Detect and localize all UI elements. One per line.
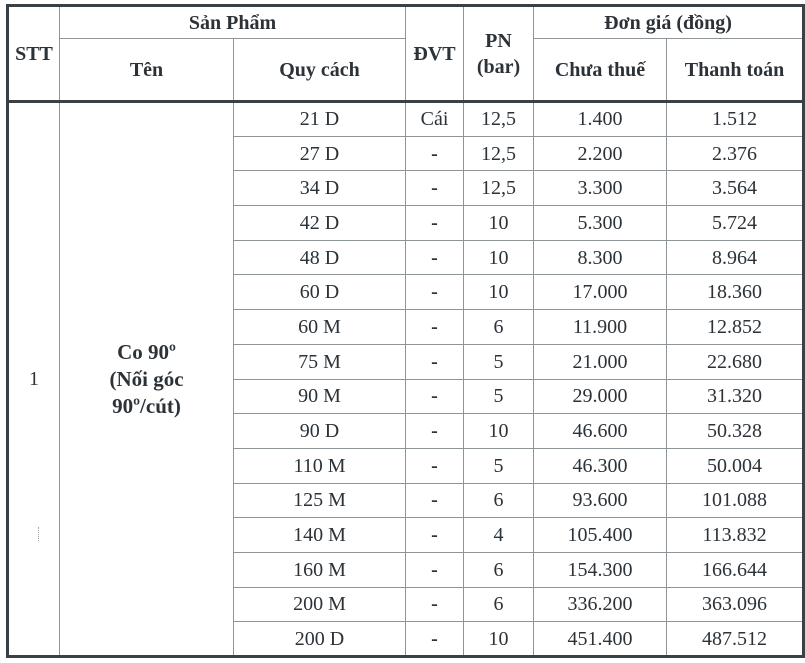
price-total-cell: 22.680 [667, 344, 804, 379]
price-pre-tax-cell: 105.400 [534, 518, 667, 553]
pn-cell: 12,5 [464, 136, 534, 171]
unit-cell: - [406, 310, 464, 345]
price-total-cell: 101.088 [667, 483, 804, 518]
price-total-cell: 487.512 [667, 622, 804, 657]
pn-cell: 10 [464, 275, 534, 310]
unit-cell: - [406, 587, 464, 622]
unit-cell: - [406, 136, 464, 171]
price-pre-tax-cell: 2.200 [534, 136, 667, 171]
pn-cell: 6 [464, 310, 534, 345]
unit-cell: Cái [406, 102, 464, 137]
price-total-cell: 31.320 [667, 379, 804, 414]
price-pre-tax-cell: 1.400 [534, 102, 667, 137]
table-body [8, 102, 804, 657]
price-pre-tax-cell: 21.000 [534, 344, 667, 379]
price-table [6, 4, 805, 658]
product-name-line-1: Co 90º [117, 339, 176, 364]
price-pre-tax-cell: 46.300 [534, 448, 667, 483]
spec-cell: 60 M [234, 310, 406, 345]
price-total-cell: 363.096 [667, 587, 804, 622]
header-product-group: Sản Phẩm [60, 6, 406, 39]
header-price-group: Đơn giá (đồng) [534, 6, 804, 39]
product-name-line-3: 90º/cút) [112, 393, 181, 418]
scan-speck [38, 527, 41, 541]
unit-cell: - [406, 414, 464, 449]
table-row [8, 102, 804, 137]
spec-cell: 21 D [234, 102, 406, 137]
price-table-sheet [6, 4, 802, 658]
header-price-total: Thanh toán [667, 39, 804, 102]
spec-cell: 48 D [234, 240, 406, 275]
spec-cell: 90 M [234, 379, 406, 414]
price-total-cell: 1.512 [667, 102, 804, 137]
price-total-cell: 2.376 [667, 136, 804, 171]
unit-cell: - [406, 344, 464, 379]
header-pn-unit: (bar) [476, 55, 521, 78]
price-pre-tax-cell: 154.300 [534, 552, 667, 587]
header-price-pre-tax: Chưa thuế [534, 39, 667, 102]
spec-cell: 125 M [234, 483, 406, 518]
price-total-cell: 113.832 [667, 518, 804, 553]
price-pre-tax-cell: 93.600 [534, 483, 667, 518]
unit-cell: - [406, 448, 464, 483]
pn-cell: 5 [464, 344, 534, 379]
unit-cell: - [406, 206, 464, 241]
header-pn-label: PN [485, 29, 512, 52]
price-total-cell: 50.004 [667, 448, 804, 483]
header-name: Tên [60, 39, 234, 102]
pn-cell: 10 [464, 414, 534, 449]
spec-cell: 160 M [234, 552, 406, 587]
pn-cell: 10 [464, 240, 534, 275]
price-pre-tax-cell: 8.300 [534, 240, 667, 275]
pn-cell: 12,5 [464, 102, 534, 137]
price-total-cell: 5.724 [667, 206, 804, 241]
spec-cell: 42 D [234, 206, 406, 241]
header-unit: ĐVT [406, 6, 464, 102]
pn-cell: 6 [464, 483, 534, 518]
price-pre-tax-cell: 46.600 [534, 414, 667, 449]
spec-cell: 75 M [234, 344, 406, 379]
spec-cell: 27 D [234, 136, 406, 171]
pn-cell: 4 [464, 518, 534, 553]
price-pre-tax-cell: 336.200 [534, 587, 667, 622]
price-total-cell: 166.644 [667, 552, 804, 587]
spec-cell: 200 M [234, 587, 406, 622]
pn-cell: 6 [464, 552, 534, 587]
spec-cell: 200 D [234, 622, 406, 657]
header-spec: Quy cách [234, 39, 406, 102]
price-pre-tax-cell: 29.000 [534, 379, 667, 414]
unit-cell: - [406, 518, 464, 553]
unit-cell: - [406, 379, 464, 414]
price-total-cell: 3.564 [667, 171, 804, 206]
spec-cell: 110 M [234, 448, 406, 483]
unit-cell: - [406, 552, 464, 587]
spec-cell: 140 M [234, 518, 406, 553]
price-total-cell: 50.328 [667, 414, 804, 449]
pn-cell: 6 [464, 587, 534, 622]
product-name-cell [60, 102, 234, 657]
unit-cell: - [406, 171, 464, 206]
price-pre-tax-cell: 11.900 [534, 310, 667, 345]
price-pre-tax-cell: 3.300 [534, 171, 667, 206]
price-total-cell: 8.964 [667, 240, 804, 275]
stt-cell: 1 [8, 102, 60, 657]
spec-cell: 60 D [234, 275, 406, 310]
header-pn [464, 6, 534, 102]
price-total-cell: 18.360 [667, 275, 804, 310]
price-total-cell: 12.852 [667, 310, 804, 345]
pn-cell: 12,5 [464, 171, 534, 206]
pn-cell: 10 [464, 622, 534, 657]
spec-cell: 90 D [234, 414, 406, 449]
header-stt: STT [8, 6, 60, 102]
spec-cell: 34 D [234, 171, 406, 206]
unit-cell: - [406, 622, 464, 657]
price-pre-tax-cell: 451.400 [534, 622, 667, 657]
pn-cell: 10 [464, 206, 534, 241]
unit-cell: - [406, 240, 464, 275]
unit-cell: - [406, 483, 464, 518]
price-pre-tax-cell: 17.000 [534, 275, 667, 310]
unit-cell: - [406, 275, 464, 310]
price-pre-tax-cell: 5.300 [534, 206, 667, 241]
product-name-line-2: (Nối góc [109, 366, 184, 391]
pn-cell: 5 [464, 379, 534, 414]
pn-cell: 5 [464, 448, 534, 483]
